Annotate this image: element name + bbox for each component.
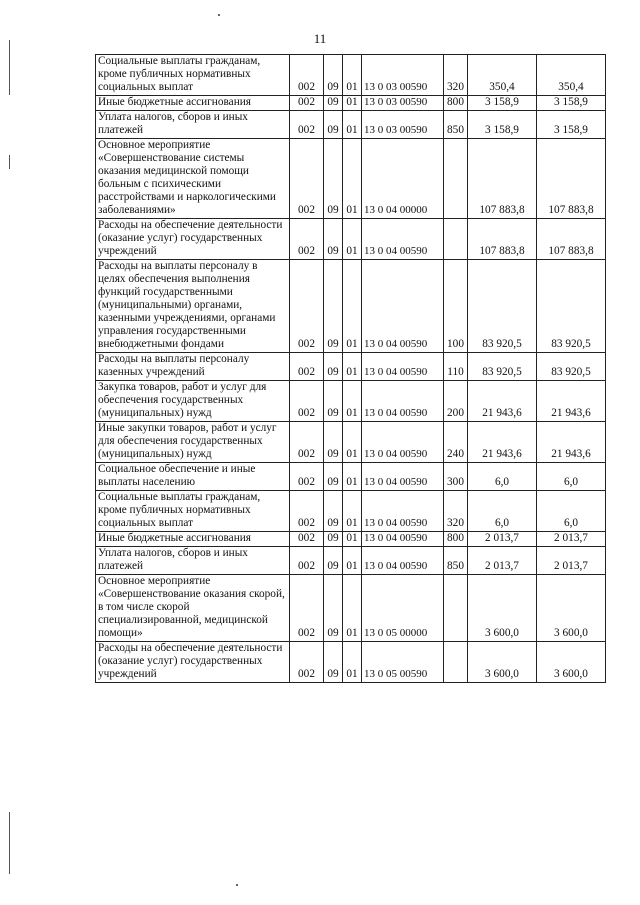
amount-1: 3 600,0 bbox=[468, 575, 537, 642]
table-row bbox=[96, 55, 606, 96]
ved-code: 002 bbox=[290, 111, 324, 139]
table-row bbox=[96, 353, 606, 381]
table-row bbox=[96, 463, 606, 491]
subsection-code: 01 bbox=[343, 96, 362, 111]
target-article-code: 13 0 04 00590 bbox=[362, 422, 444, 463]
amount-1: 3 158,9 bbox=[468, 96, 537, 111]
subsection-code: 01 bbox=[343, 463, 362, 491]
row-name: Расходы на обеспечение деятельности (оказание услуг) государственных учреждений bbox=[96, 219, 290, 260]
target-article-code: 13 0 04 00590 bbox=[362, 532, 444, 547]
expense-type-code: 100 bbox=[444, 260, 468, 353]
row-name: Расходы на выплаты персоналу казенных учреждений bbox=[96, 353, 290, 381]
target-article-code: 13 0 03 00590 bbox=[362, 55, 444, 96]
expense-type-code: 240 bbox=[444, 422, 468, 463]
scan-dot bbox=[236, 884, 238, 886]
subsection-code: 01 bbox=[343, 491, 362, 532]
row-name: Социальные выплаты гражданам, кроме публичных нормативных социальных выплат bbox=[96, 491, 290, 532]
ved-code: 002 bbox=[290, 353, 324, 381]
amount-2: 107 883,8 bbox=[537, 219, 606, 260]
target-article-code: 13 0 03 00590 bbox=[362, 111, 444, 139]
table-row bbox=[96, 139, 606, 219]
table-row bbox=[96, 219, 606, 260]
table-row bbox=[96, 547, 606, 575]
subsection-code: 01 bbox=[343, 139, 362, 219]
target-article-code: 13 0 04 00590 bbox=[362, 463, 444, 491]
amount-2: 3 158,9 bbox=[537, 96, 606, 111]
target-article-code: 13 0 04 00590 bbox=[362, 260, 444, 353]
subsection-code: 01 bbox=[343, 353, 362, 381]
ved-code: 002 bbox=[290, 260, 324, 353]
table-row bbox=[96, 575, 606, 642]
ved-code: 002 bbox=[290, 96, 324, 111]
ved-code: 002 bbox=[290, 422, 324, 463]
row-name: Уплата налогов, сборов и иных платежей bbox=[96, 547, 290, 575]
amount-1: 107 883,8 bbox=[468, 219, 537, 260]
row-name: Социальные выплаты гражданам, кроме публичных нормативных социальных выплат bbox=[96, 55, 290, 96]
amount-1: 21 943,6 bbox=[468, 381, 537, 422]
ved-code: 002 bbox=[290, 575, 324, 642]
amount-2: 6,0 bbox=[537, 463, 606, 491]
target-article-code: 13 0 03 00590 bbox=[362, 96, 444, 111]
amount-2: 2 013,7 bbox=[537, 547, 606, 575]
expense-type-code bbox=[444, 219, 468, 260]
row-name: Основное мероприятие «Совершенствование системы оказания медицинской помощи больным с психическими расстройствами и наркологическими заболеваниями» bbox=[96, 139, 290, 219]
ved-code: 002 bbox=[290, 219, 324, 260]
amount-1: 2 013,7 bbox=[468, 547, 537, 575]
subsection-code: 01 bbox=[343, 219, 362, 260]
amount-1: 350,4 bbox=[468, 55, 537, 96]
table-row bbox=[96, 111, 606, 139]
row-name: Иные бюджетные ассигнования bbox=[96, 532, 290, 547]
amount-2: 3 600,0 bbox=[537, 575, 606, 642]
ved-code: 002 bbox=[290, 463, 324, 491]
expense-type-code: 800 bbox=[444, 96, 468, 111]
amount-2: 21 943,6 bbox=[537, 381, 606, 422]
amount-2: 2 013,7 bbox=[537, 532, 606, 547]
subsection-code: 01 bbox=[343, 547, 362, 575]
amount-2: 83 920,5 bbox=[537, 260, 606, 353]
scan-dot bbox=[218, 14, 220, 16]
expense-type-code bbox=[444, 575, 468, 642]
expense-type-code: 300 bbox=[444, 463, 468, 491]
target-article-code: 13 0 04 00590 bbox=[362, 219, 444, 260]
subsection-code: 01 bbox=[343, 260, 362, 353]
table-row bbox=[96, 260, 606, 353]
row-name: Основное мероприятие «Совершенствование оказания скорой, в том числе скорой специализированной, медицинской помощи» bbox=[96, 575, 290, 642]
amount-2: 83 920,5 bbox=[537, 353, 606, 381]
row-name: Иные закупки товаров, работ и услуг для обеспечения государственных (муниципальных) нужд bbox=[96, 422, 290, 463]
row-name: Иные бюджетные ассигнования bbox=[96, 96, 290, 111]
target-article-code: 13 0 04 00590 bbox=[362, 491, 444, 532]
amount-1: 83 920,5 bbox=[468, 353, 537, 381]
section-code: 09 bbox=[324, 642, 343, 683]
row-name: Уплата налогов, сборов и иных платежей bbox=[96, 111, 290, 139]
amount-1: 6,0 bbox=[468, 463, 537, 491]
ved-code: 002 bbox=[290, 547, 324, 575]
expense-type-code: 800 bbox=[444, 532, 468, 547]
amount-2: 350,4 bbox=[537, 55, 606, 96]
ved-code: 002 bbox=[290, 55, 324, 96]
table-row bbox=[96, 532, 606, 547]
expense-type-code: 200 bbox=[444, 381, 468, 422]
expense-type-code bbox=[444, 642, 468, 683]
expense-type-code: 850 bbox=[444, 547, 468, 575]
table-row bbox=[96, 381, 606, 422]
table-row bbox=[96, 642, 606, 683]
budget-table-body bbox=[96, 55, 606, 683]
table-row bbox=[96, 96, 606, 111]
section-code: 09 bbox=[324, 96, 343, 111]
ved-code: 002 bbox=[290, 381, 324, 422]
amount-1: 21 943,6 bbox=[468, 422, 537, 463]
amount-1: 6,0 bbox=[468, 491, 537, 532]
section-code: 09 bbox=[324, 547, 343, 575]
amount-2: 6,0 bbox=[537, 491, 606, 532]
target-article-code: 13 0 04 00590 bbox=[362, 547, 444, 575]
amount-2: 3 600,0 bbox=[537, 642, 606, 683]
section-code: 09 bbox=[324, 219, 343, 260]
ved-code: 002 bbox=[290, 491, 324, 532]
section-code: 09 bbox=[324, 575, 343, 642]
budget-table bbox=[95, 54, 606, 683]
expense-type-code: 110 bbox=[444, 353, 468, 381]
amount-2: 107 883,8 bbox=[537, 139, 606, 219]
target-article-code: 13 0 05 00000 bbox=[362, 575, 444, 642]
ved-code: 002 bbox=[290, 139, 324, 219]
subsection-code: 01 bbox=[343, 55, 362, 96]
amount-1: 3 600,0 bbox=[468, 642, 537, 683]
subsection-code: 01 bbox=[343, 422, 362, 463]
row-name: Социальное обеспечение и иные выплаты населению bbox=[96, 463, 290, 491]
scan-margin-mark bbox=[9, 40, 10, 95]
section-code: 09 bbox=[324, 260, 343, 353]
expense-type-code bbox=[444, 139, 468, 219]
scan-margin-mark bbox=[9, 812, 10, 874]
section-code: 09 bbox=[324, 422, 343, 463]
amount-1: 2 013,7 bbox=[468, 532, 537, 547]
target-article-code: 13 0 05 00590 bbox=[362, 642, 444, 683]
section-code: 09 bbox=[324, 491, 343, 532]
row-name: Расходы на обеспечение деятельности (оказание услуг) государственных учреждений bbox=[96, 642, 290, 683]
subsection-code: 01 bbox=[343, 642, 362, 683]
section-code: 09 bbox=[324, 55, 343, 96]
subsection-code: 01 bbox=[343, 575, 362, 642]
section-code: 09 bbox=[324, 111, 343, 139]
page-number: 11 bbox=[313, 31, 327, 46]
subsection-code: 01 bbox=[343, 532, 362, 547]
expense-type-code: 320 bbox=[444, 55, 468, 96]
target-article-code: 13 0 04 00590 bbox=[362, 353, 444, 381]
row-name: Закупка товаров, работ и услуг для обеспечения государственных (муниципальных) нужд bbox=[96, 381, 290, 422]
section-code: 09 bbox=[324, 463, 343, 491]
expense-type-code: 320 bbox=[444, 491, 468, 532]
ved-code: 002 bbox=[290, 532, 324, 547]
amount-2: 21 943,6 bbox=[537, 422, 606, 463]
row-name: Расходы на выплаты персоналу в целях обеспечения выполнения функций государственными (муниципальными) органами, казенными учреждениями, органами управления государственными внебюджетными фондами bbox=[96, 260, 290, 353]
expense-type-code: 850 bbox=[444, 111, 468, 139]
table-row bbox=[96, 491, 606, 532]
section-code: 09 bbox=[324, 532, 343, 547]
target-article-code: 13 0 04 00590 bbox=[362, 381, 444, 422]
scan-margin-mark bbox=[9, 155, 10, 169]
table-row bbox=[96, 422, 606, 463]
section-code: 09 bbox=[324, 139, 343, 219]
section-code: 09 bbox=[324, 381, 343, 422]
amount-2: 3 158,9 bbox=[537, 111, 606, 139]
target-article-code: 13 0 04 00000 bbox=[362, 139, 444, 219]
ved-code: 002 bbox=[290, 642, 324, 683]
section-code: 09 bbox=[324, 353, 343, 381]
amount-1: 107 883,8 bbox=[468, 139, 537, 219]
subsection-code: 01 bbox=[343, 381, 362, 422]
amount-1: 3 158,9 bbox=[468, 111, 537, 139]
subsection-code: 01 bbox=[343, 111, 362, 139]
amount-1: 83 920,5 bbox=[468, 260, 537, 353]
